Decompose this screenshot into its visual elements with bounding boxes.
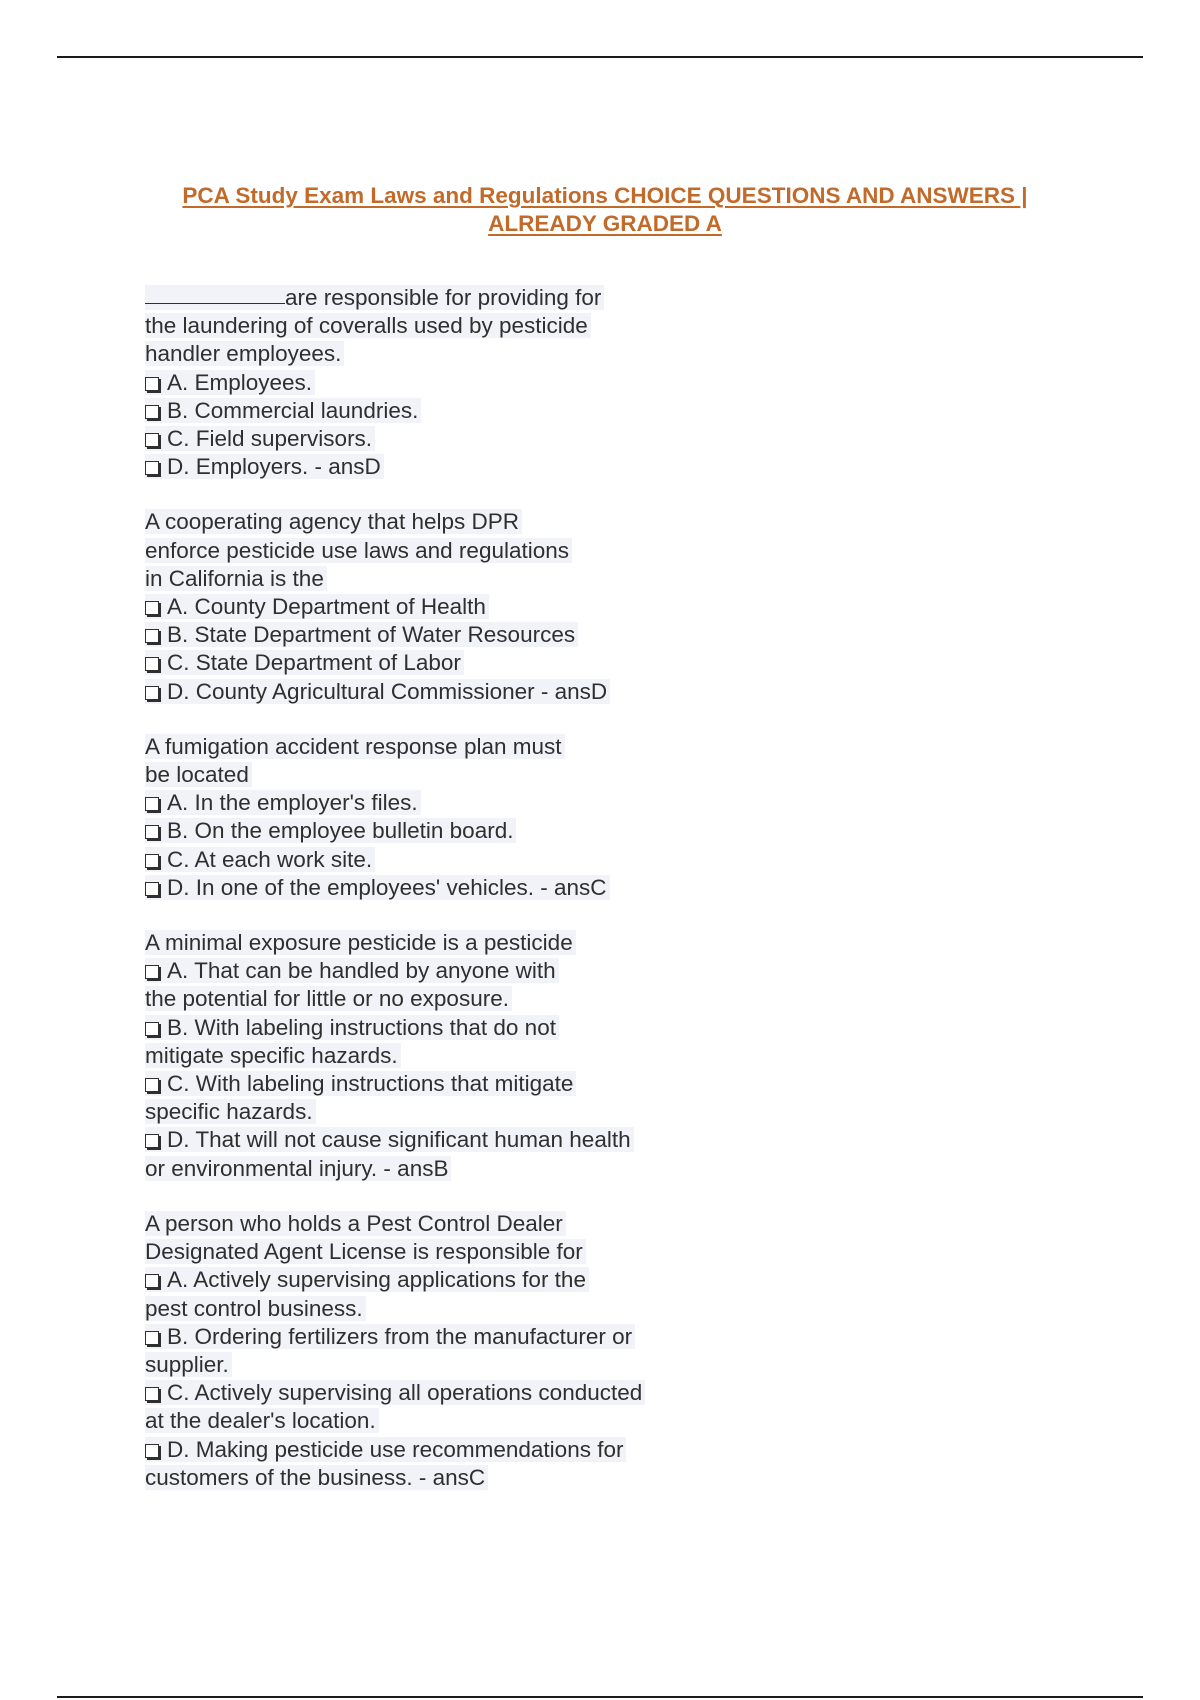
answer-option-line xyxy=(145,1351,705,1379)
stem-text: handler employees. xyxy=(145,341,342,367)
answer-option-line xyxy=(145,1266,705,1294)
checkbox-icon xyxy=(145,854,159,868)
answer-option-line xyxy=(145,1436,705,1464)
option-text: C. With labeling instructions that mitigate xyxy=(167,1071,574,1097)
option-text: D. Employers. - ansD xyxy=(167,454,381,480)
question-stem-line xyxy=(145,761,705,789)
answer-option-line xyxy=(145,1098,705,1126)
title-line-1: PCA Study Exam Laws and Regulations CHOICE QUESTIONS AND ANSWERS | xyxy=(182,183,1028,208)
checkbox-icon xyxy=(145,1022,159,1036)
option-text: specific hazards. xyxy=(145,1099,313,1125)
option-text: mitigate specific hazards. xyxy=(145,1042,398,1068)
option-text: A. County Department of Health xyxy=(167,594,486,620)
question-block xyxy=(145,508,705,705)
option-text: supplier. xyxy=(145,1351,229,1377)
option-text: B. State Department of Water Resources xyxy=(167,622,576,648)
option-text: D. Making pesticide use recommendations for xyxy=(167,1436,624,1462)
question-block xyxy=(145,1210,705,1492)
option-text: B. With labeling instructions that do not xyxy=(167,1014,556,1040)
stem-text: A fumigation accident response plan must xyxy=(145,733,562,759)
answer-option-line xyxy=(145,1379,705,1407)
option-text: C. Actively supervising all operations conducted xyxy=(167,1380,643,1406)
question-stem-line xyxy=(145,1238,705,1266)
option-text: C. State Department of Labor xyxy=(167,650,461,676)
answer-option-line xyxy=(145,817,705,845)
stem-text: are responsible for providing for xyxy=(285,285,602,310)
bottom-rule xyxy=(57,1696,1143,1698)
checkbox-icon xyxy=(145,797,159,811)
question-stem-line xyxy=(145,508,705,536)
answer-option-line xyxy=(145,1014,705,1042)
stem-text: enforce pesticide use laws and regulations xyxy=(145,537,570,563)
answer-option-line xyxy=(145,789,705,817)
option-text: B. Commercial laundries. xyxy=(167,397,419,423)
checkbox-icon xyxy=(145,601,159,615)
option-text: D. In one of the employees' vehicles. - ansC xyxy=(167,874,607,900)
checkbox-icon xyxy=(145,433,159,447)
option-text: B. On the employee bulletin board. xyxy=(167,818,514,844)
checkbox-icon xyxy=(145,657,159,671)
answer-option-line xyxy=(145,1155,705,1183)
title-line-2: ALREADY GRADED A xyxy=(488,211,722,236)
answer-option-line xyxy=(145,957,705,985)
answer-option-line xyxy=(145,1126,705,1154)
question-stem-line xyxy=(145,537,705,565)
question-stem-line xyxy=(145,1210,705,1238)
answer-option-line xyxy=(145,593,705,621)
answer-option-line xyxy=(145,621,705,649)
option-text: the potential for little or no exposure. xyxy=(145,986,509,1012)
option-text: D. County Agricultural Commissioner - ansD xyxy=(167,678,608,704)
question-block xyxy=(145,733,705,902)
option-text: C. Field supervisors. xyxy=(167,426,373,452)
answer-option-line xyxy=(145,1042,705,1070)
option-text: C. At each work site. xyxy=(167,846,373,872)
document-title xyxy=(140,182,1070,238)
option-text: D. That will not cause significant human health xyxy=(167,1127,631,1153)
checkbox-icon xyxy=(145,882,159,896)
answer-option-line xyxy=(145,649,705,677)
checkbox-icon xyxy=(145,825,159,839)
question-list xyxy=(145,284,705,1519)
question-stem-line xyxy=(145,733,705,761)
stem-text: A minimal exposure pesticide is a pesticide xyxy=(145,930,573,956)
stem-text: Designated Agent License is responsible for xyxy=(145,1239,583,1265)
answer-option-line xyxy=(145,846,705,874)
option-text: customers of the business. - ansC xyxy=(145,1464,486,1490)
option-text: B. Ordering fertilizers from the manufacturer or xyxy=(167,1323,633,1349)
stem-text: in California is the xyxy=(145,565,324,591)
question-block xyxy=(145,284,705,481)
checkbox-icon xyxy=(145,1078,159,1092)
option-text: pest control business. xyxy=(145,1295,363,1321)
answer-option-line xyxy=(145,874,705,902)
option-text: A. Actively supervising applications for the xyxy=(167,1267,586,1293)
option-text: or environmental injury. - ansB xyxy=(145,1155,449,1181)
top-rule xyxy=(57,56,1143,58)
stem-text: A cooperating agency that helps DPR xyxy=(145,509,519,535)
question-stem-line xyxy=(145,929,705,957)
question-stem-line xyxy=(145,284,705,312)
answer-option-line xyxy=(145,397,705,425)
answer-option-line xyxy=(145,1323,705,1351)
stem-text: A person who holds a Pest Control Dealer xyxy=(145,1210,563,1236)
option-text: A. In the employer's files. xyxy=(167,790,418,816)
stem-text: the laundering of coveralls used by pesticide xyxy=(145,313,588,339)
answer-option-line xyxy=(145,678,705,706)
checkbox-icon xyxy=(145,1331,159,1345)
answer-option-line xyxy=(145,1407,705,1435)
option-text: A. That can be handled by anyone with xyxy=(167,958,556,984)
option-text: at the dealer's location. xyxy=(145,1408,376,1434)
checkbox-icon xyxy=(145,629,159,643)
question-stem-line xyxy=(145,565,705,593)
answer-option-line xyxy=(145,453,705,481)
fill-in-blank xyxy=(145,302,285,304)
checkbox-icon xyxy=(145,461,159,475)
checkbox-icon xyxy=(145,686,159,700)
stem-text: be located xyxy=(145,762,249,788)
checkbox-icon xyxy=(145,377,159,391)
checkbox-icon xyxy=(145,405,159,419)
checkbox-icon xyxy=(145,1134,159,1148)
checkbox-icon xyxy=(145,1387,159,1401)
checkbox-icon xyxy=(145,1444,159,1458)
question-stem-line xyxy=(145,340,705,368)
answer-option-line xyxy=(145,369,705,397)
answer-option-line xyxy=(145,1070,705,1098)
answer-option-line xyxy=(145,425,705,453)
option-text: A. Employees. xyxy=(167,369,313,395)
question-stem-line xyxy=(145,312,705,340)
question-block xyxy=(145,929,705,1183)
answer-option-line xyxy=(145,985,705,1013)
answer-option-line xyxy=(145,1464,705,1492)
checkbox-icon xyxy=(145,1274,159,1288)
answer-option-line xyxy=(145,1295,705,1323)
checkbox-icon xyxy=(145,965,159,979)
